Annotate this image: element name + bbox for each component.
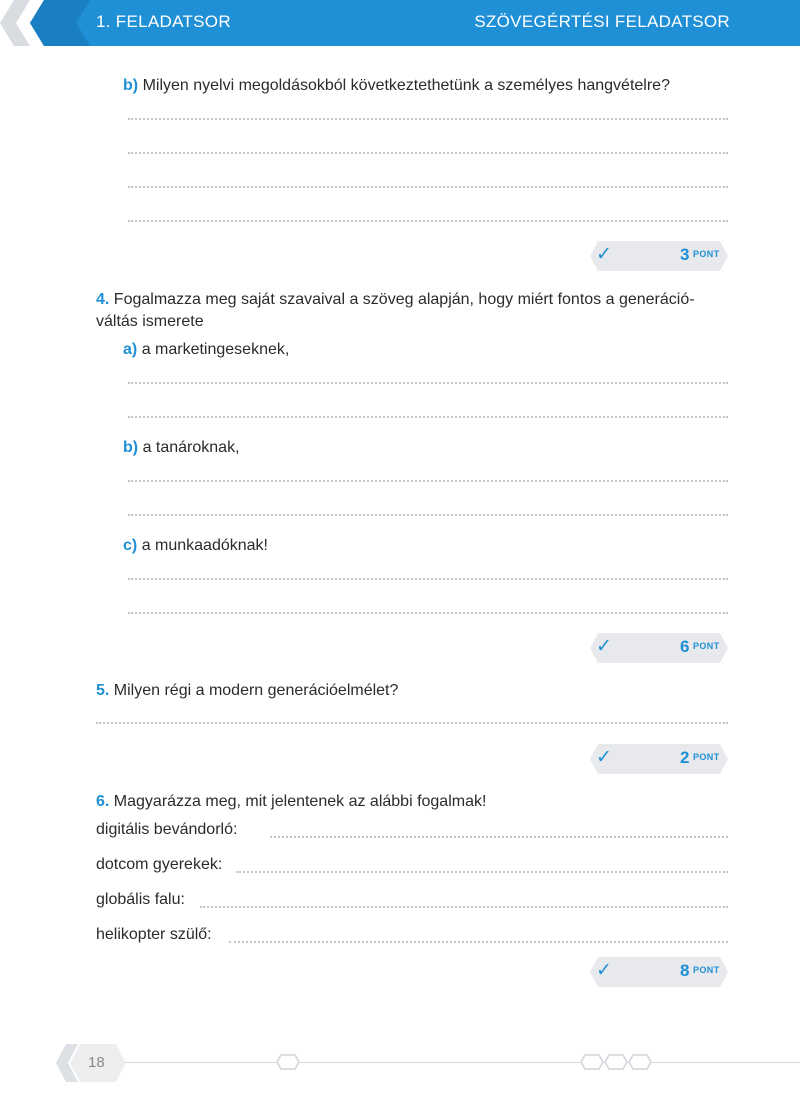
task-3b-text: Milyen nyelvi megoldásokból következtethetünk a személyes hangvételre? [142, 77, 670, 94]
answer-line[interactable] [229, 941, 728, 943]
task-3b [123, 75, 670, 97]
points-value: 6 [680, 637, 690, 656]
answer-line[interactable] [128, 118, 728, 120]
task-4a-label: a) [123, 341, 138, 358]
footer-rule [120, 1062, 800, 1063]
task-4 [96, 289, 736, 333]
page-header [0, 0, 800, 46]
task-4a-text: a marketingeseknek, [141, 341, 290, 358]
points-unit: PONT [693, 965, 720, 975]
term-global-village: globális falu: [96, 891, 185, 908]
page-number: 18 [88, 1054, 105, 1071]
points-value: 3 [680, 245, 690, 264]
task-5-text: Milyen régi a modern generációelmélet? [113, 682, 399, 699]
task-4c-text: a munkaadóknak! [141, 537, 268, 554]
task-6 [96, 791, 486, 813]
answer-line[interactable] [128, 514, 728, 516]
answer-line[interactable] [128, 578, 728, 580]
check-icon: ✓ [596, 747, 612, 768]
footer-hex-ornament [276, 1054, 300, 1070]
points-box-3 [590, 241, 728, 271]
points-unit: PONT [693, 641, 720, 651]
check-icon: ✓ [596, 244, 612, 265]
answer-line[interactable] [128, 220, 728, 222]
task-4-number: 4. [96, 291, 110, 308]
answer-line[interactable] [128, 416, 728, 418]
answer-line[interactable] [200, 906, 728, 908]
points-value: 2 [680, 748, 690, 767]
task-3b-label: b) [123, 77, 139, 94]
task-4-text-line2: váltás ismerete [96, 313, 204, 330]
task-4c-label: c) [123, 537, 138, 554]
points-box-8 [590, 957, 728, 987]
term-digital-immigrant: digitális bevándorló: [96, 821, 238, 838]
answer-line[interactable] [96, 722, 728, 724]
points-box-6 [590, 633, 728, 663]
points-value: 8 [680, 961, 690, 980]
task-5-number: 5. [96, 682, 110, 699]
task-6-text: Magyarázza meg, mit jelentenek az alábbi fogalmak! [113, 793, 487, 810]
task-4b-text: a tanároknak, [142, 439, 240, 456]
answer-line[interactable] [128, 152, 728, 154]
answer-line[interactable] [236, 871, 728, 873]
task-5 [96, 680, 398, 702]
task-4c [123, 535, 268, 557]
task-6-number: 6. [96, 793, 110, 810]
answer-line[interactable] [270, 836, 728, 838]
term-helicopter-parent: helikopter szülő: [96, 926, 212, 943]
answer-line[interactable] [128, 480, 728, 482]
answer-line[interactable] [128, 612, 728, 614]
footer-hex-ornament [580, 1054, 654, 1070]
task-4b [123, 437, 240, 459]
task-4a [123, 339, 289, 361]
task-4-text-line1: Fogalmazza meg saját szavaival a szöveg alapján, hogy miért fontos a generáció- [113, 291, 695, 308]
term-dotcom-kids: dotcom gyerekek: [96, 856, 223, 873]
section-title: 1. FELADATSOR [96, 12, 231, 31]
points-unit: PONT [693, 752, 720, 762]
points-unit: PONT [693, 249, 720, 259]
task-4b-label: b) [123, 439, 139, 456]
answer-line[interactable] [128, 186, 728, 188]
points-box-2 [590, 744, 728, 774]
answer-line[interactable] [128, 382, 728, 384]
check-icon: ✓ [596, 636, 612, 657]
series-title: SZÖVEGÉRTÉSI FELADATSOR [474, 12, 730, 31]
check-icon: ✓ [596, 960, 612, 981]
